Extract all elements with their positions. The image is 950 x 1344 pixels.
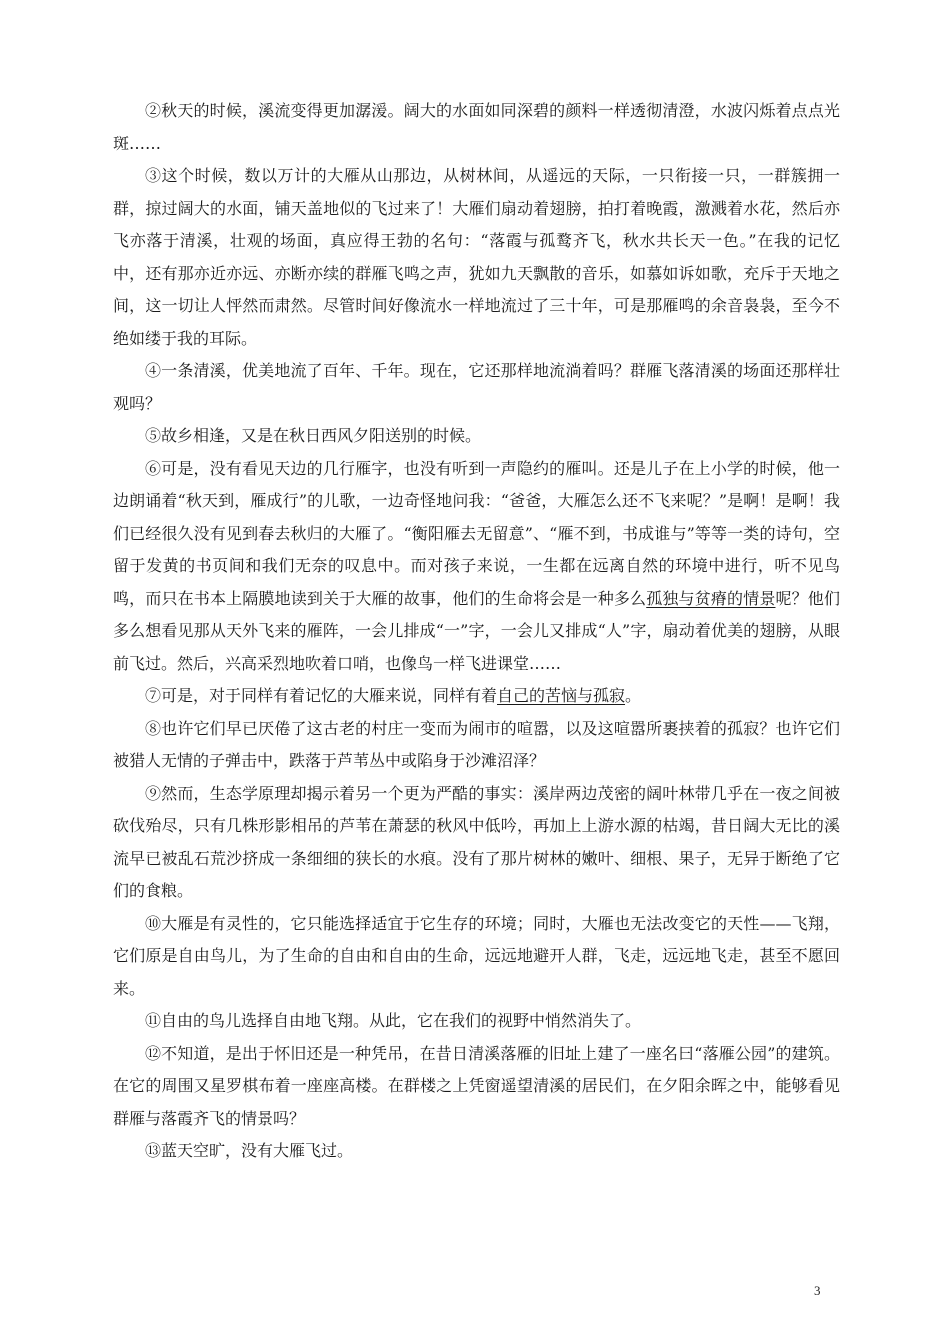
paragraph: [113, 1005, 840, 1038]
paragraph-text: 呢？他们多么想看见那从天外飞来的雁阵，一会儿排成“一”字，一会儿又排成“人”字，扇动着优美的翅膀，从眼前飞过。然后，兴高采烈地吹着口哨，也像鸟一样飞进课堂……: [113, 588, 840, 673]
paragraph: [113, 420, 840, 453]
paragraph-text: 。: [625, 686, 642, 705]
paragraph-text: ⑫不知道，是出于怀旧还是一种凭吊，在昔日清溪落雁的旧址上建了一座名曰“落雁公园”的建筑。在它的周围又星罗棋布着一座座高楼。在群楼之上凭窗遥望清溪的居民们，在夕阳余晖之中，能够看见群雁与落霞齐飞的情景吗？: [113, 1043, 840, 1128]
paragraph-text: ②秋天的时候，溪流变得更加潺湲。阔大的水面如同深碧的颜料一样透彻清澄，水波闪烁着点点光斑……: [113, 101, 840, 153]
paragraph-text: ⑬蓝天空旷，没有大雁飞过。: [145, 1141, 354, 1160]
paragraph-text: ⑤故乡相逢，又是在秋日西风夕阳送别的时候。: [145, 426, 482, 445]
article-body: [113, 95, 840, 1168]
paragraph-text: ⑧也许它们早已厌倦了这古老的村庄一变而为闹市的喧嚣，以及这喧嚣所裹挟着的孤寂？也许它们被猎人无情的子弹击中，跌落于芦苇丛中或陷身于沙滩沼泽？: [113, 718, 840, 770]
paragraph-text: ④一条清溪，优美地流了百年、千年。现在，它还那样地流淌着吗？群雁飞落清溪的场面还那样壮观吗？: [113, 361, 840, 413]
paragraph: [113, 908, 840, 1006]
paragraph: [113, 1038, 840, 1136]
paragraph-text: ⑩大雁是有灵性的，它只能选择适宜于它生存的环境；同时，大雁也无法改变它的天性——飞翔，它们原是自由鸟儿，为了生命的自由和自由的生命，远远地避开人群，飞走，远远地飞走，甚至不愿回来。: [113, 913, 840, 998]
paragraph-text: ⑦可是，对于同样有着记忆的大雁来说，同样有着: [145, 686, 498, 705]
paragraph-text: ⑥可是，没有看见天边的几行雁字，也没有听到一声隐约的雁叫。还是儿子在上小学的时候，他一边朗诵着“秋天到，雁成行”的儿歌，一边奇怪地问我：“爸爸，大雁怎么还不飞来呢？”是啊！是啊！我们已经很久没有见到春去秋归的大雁了。“衡阳雁去无留意”、“雁不到，书成谁与”等等一类的诗句，空留于发黄的书页间和我们无奈的叹息中。而对孩子来说，一生都在远离自然的环境中进行，听不见鸟鸣，而只在书本上隔膜地读到关于大雁的故事，他们的生命将会是一种多么: [113, 458, 840, 608]
underlined-phrase: 孤独与贫瘠的情景: [646, 588, 776, 608]
paragraph-text: ⑨然而，生态学原理却揭示着另一个更为严酷的事实：溪岸两边茂密的阔叶林带几乎在一夜之间被砍伐殆尽，只有几株形影相吊的芦苇在萧瑟的秋风中低吟，再加上上游水源的枯竭，昔日阔大无比的溪流早已被乱石荒沙挤成一条细细的狭长的水痕。没有了那片树林的嫩叶、细根、果子，无异于断绝了它们的食粮。: [113, 783, 840, 900]
underlined-phrase: 自己的苦恼与孤寂: [497, 686, 626, 705]
paragraph-text: ③这个时候，数以万计的大雁从山那边，从树林间，从遥远的天际，一只衔接一只，一群簇拥一群，掠过阔大的水面，铺天盖地似的飞过来了！大雁们扇动着翅膀，拍打着晚霞，激溅着水花，然后亦飞亦落于清溪，壮观的场面，真应得王勃的名句：“落霞与孤鹜齐飞，秋水共长天一色。”在我的记忆中，还有那亦近亦远、亦断亦续的群雁飞鸣之声，犹如九天飘散的音乐，如慕如诉如歌，充斥于天地之间，这一切让人怦然而肃然。尽管时间好像流水一样地流过了三十年，可是那雁鸣的余音袅袅，至今不绝如缕于我的耳际。: [113, 166, 840, 348]
paragraph: [113, 713, 840, 778]
paragraph: [113, 95, 840, 160]
paragraph: [113, 1135, 840, 1168]
paragraph-text: ⑪自由的鸟儿选择自由地飞翔。从此，它在我们的视野中悄然消失了。: [145, 1011, 642, 1030]
paragraph: [113, 680, 840, 713]
paragraph: [113, 778, 840, 908]
paragraph: [113, 160, 840, 355]
paragraph: [113, 453, 840, 681]
paragraph: [113, 355, 840, 420]
page-number: 3: [814, 1283, 821, 1298]
